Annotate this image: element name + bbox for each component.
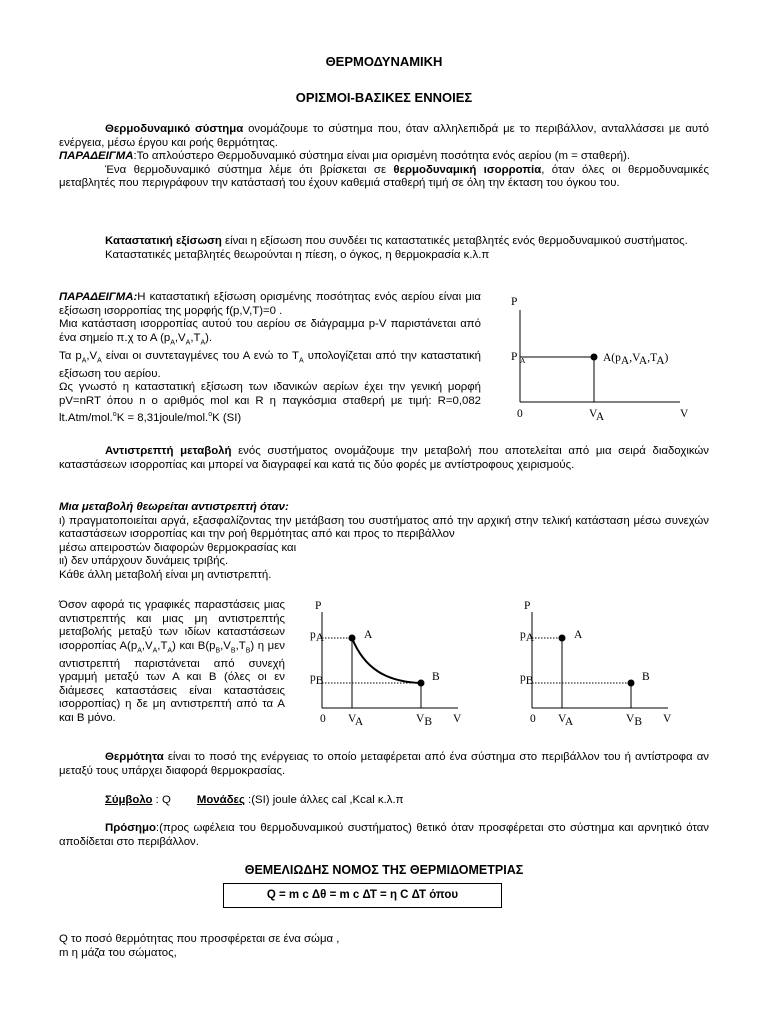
sign-label: Πρόσημο [105, 822, 156, 834]
reversible-diagram [306, 596, 476, 728]
condition-2: μέσω απειροστών διαφορών θερμοκρασίας και [59, 541, 297, 554]
state-eq-section [59, 235, 709, 262]
origin-label: 0 [530, 713, 536, 725]
units-value: :(SI) joule άλλες cal ,Kcal κ.λ.π [244, 794, 404, 806]
vb-label: VB [416, 713, 432, 728]
equilibrium-pre: Ένα θερμοδυναμικό σύστημα λέμε ότι βρίσκεται σε [105, 163, 394, 176]
def-q: Q το ποσό θερμότητας που προσφέρεται σε ένα σώμα , [59, 933, 340, 945]
point-b [418, 680, 425, 687]
point-a [559, 635, 566, 642]
p-axis-label: P [524, 600, 531, 612]
condition-4: Κάθε άλλη μεταβολή είναι μη αντιστρεπτή. [59, 568, 272, 581]
reversible-term: Αντιστρεπτή μεταβολή [105, 445, 232, 457]
system-section [59, 123, 709, 191]
pa-label: pA [520, 629, 535, 644]
condition-3: ιι) δεν υπάρχουν δυνάμεις τριβής. [59, 555, 229, 568]
state-vars: Καταστατικές μεταβλητές θεωρούνται η πίεση, ο όγκος, η θερμοκρασία κ.λ.π [105, 248, 490, 261]
p-axis-label: P [315, 600, 322, 612]
heat-def: είναι το ποσό της ενέργειας το οποίο μεταφέρεται από ένα σύστημα στο περιβάλλον του ή αντίστροφα αν μεταξύ τους υπάρχει διαφορά θερμοκρασίας. [59, 751, 709, 777]
graphs-text: Όσον αφορά τις γραφικές παραστάσεις μιας αντιστρεπτής και μιας μη αντιστρεπτής μεταβολής μεταξύ των ιδίων καταστάσεων ισορροπίας $A(p_A,V_A,T_A)$ και $B(p_B,V_B,T_B)$ η μεν αντιστρεπτή παριστάνεται από συνεχή γραμμή μεταξύ των Α και Β (όλες οι εν διάμεσες καταστάσεις είναι καταστάσεις ισορροπίας) η δε μη αντιστρεπτή από τα Α και Β μόνο. [59, 599, 285, 725]
reversible-section [59, 445, 709, 472]
state-diagram [500, 290, 710, 425]
example2-line3a: Τα p [59, 349, 82, 362]
example2-label: ΠΑΡΑΔΕΙΓΜΑ: [59, 291, 138, 303]
page-subtitle: ΟΡΙΣΜΟΙ-ΒΑΣΙΚΕΣ ΕΝΝΟΙΕΣ [295, 90, 473, 105]
state-eq-def: είναι η εξίσωση που συνδέει τις καταστατικές μεταβλητές ενός θερμοδυναμικού συστήματος. [221, 235, 688, 247]
va-label: VA [558, 713, 574, 728]
point-a [349, 635, 356, 642]
symbol-value: : Q [152, 794, 171, 806]
point-a-label: A(pA,VA,TA) [603, 352, 669, 367]
b-label: B [642, 671, 650, 683]
reversible-curve [352, 638, 421, 683]
example2-line3b: είναι οι συντεταγμένες του Α ενώ το Τ [101, 349, 299, 362]
sign-value: :(προς ωφέλεια του θερμοδυναμικού συστήματος) θετικό όταν προσφέρεται στο σύστημα και αρνητικό όταν αποδίδεται στο περιβάλλον. [59, 822, 709, 848]
pa-sub: A [520, 356, 526, 365]
a-label: A [574, 629, 583, 641]
b-label: B [432, 671, 440, 683]
def-m: m η μάζα του σώματος, [59, 946, 177, 959]
v-axis-label: V [663, 713, 672, 725]
example-label: ΠΑΡΑΔΕΙΓΜΑ [59, 150, 134, 163]
condition-1: ι) πραγματοποιείται αργά, εξασφαλίζοντας την μετάβαση του συστήματος από την αρχική στην τελική κατάσταση μέσω συνεχών καταστάσεων ισορροπίας και την ροή θερμότητας από και προς το περιβάλλον [59, 514, 709, 541]
v-axis-label: V [680, 408, 689, 420]
origin-label: 0 [517, 408, 523, 420]
system-def: ονομάζουμε το σύστημα που, όταν αλληλεπιδρά με το περιβάλλον, ανταλλάσσει με αυτό ενέργεια, μέσω έργου και ροής θερμότητας. [59, 123, 709, 149]
example2-line3c: υπολογίζεται από την καταστατική εξίσωση του αερίου. [59, 349, 481, 380]
equilibrium-post: , όταν όλες οι θερμοδυναμικές μεταβλητές που περιγράφουν την κατάστασή του έχουν καθεμιά σταθερή τιμή σε όλη την έκταση του όγκου του. [59, 163, 709, 190]
heat-section [59, 751, 709, 778]
definitions [59, 933, 659, 960]
example2-line4-end: K = 8,31joule/mol. [116, 412, 209, 425]
formula-box: Q = m c Δθ = m c ΔΤ = η C ΔΤ όπου [223, 883, 502, 908]
conditions-section [59, 501, 709, 583]
law-title: ΘΕΜΕΛΙΩΔΗΣ ΝΟΜΟΣ ΤΗΣ ΘΕΡΜΙΔΟΜΕΤΡΙΑΣ [244, 863, 524, 877]
pa-label: P [511, 351, 518, 363]
point-a [591, 354, 598, 361]
pa-label: pA [310, 629, 325, 644]
origin-label: 0 [320, 713, 326, 725]
units-label: Μονάδες [196, 794, 245, 806]
conditions-title: Μια μεταβολή θεωρείται αντιστρεπτή όταν: [59, 501, 289, 513]
point-b [628, 680, 635, 687]
example2-line1: Η καταστατική εξίσωση ορισμένης ποσότητας ενός αερίου είναι μια εξίσωση ισορροπίας της μορφής f(p,V,T)=0 . [59, 291, 481, 317]
pb-label: pB [310, 672, 324, 687]
state-eq-term: Καταστατική εξίσωση [105, 235, 222, 247]
example2-line2: Μια κατάσταση ισορροπίας αυτού του αερίου σε διάγραμμα p-V παριστάνεται από ένα σημείο π.χ το Α (p [59, 318, 481, 344]
page-title: ΘΕΡΜΟΔΥΝΑΜΙΚΗ [325, 54, 443, 69]
a-label: A [364, 629, 373, 641]
vb-label: VB [626, 713, 642, 728]
example2-line4: Ως γνωστό η καταστατική εξίσωση των ιδανικών αερίων έχει την γενική μορφή pV=nRT όπου n ο αριθμός mol και R η παγκόσμια σταθερή με τιμή: R=0,082 lt.Atm/mol. [59, 381, 481, 425]
v-axis-label: V [453, 713, 462, 725]
example2-section: ΠΑΡΑΔΕΙΓΜΑ:Η καταστατική εξίσωση ορισμένης ποσότητας ενός αερίου είναι μια εξίσωση ισορροπίας της μορφής f(p,V,T)=0 . Μια κατάσταση ισορροπίας αυτού του αερίου σε διάγραμμα p-V παριστάνεται από ένα σημείο π.χ το Α $(p_A,V_A,T_A)$. Τα $p_A,V_A$ είναι οι συντεταγμένες του Α ενώ το $T_A$ υπολογίζεται από την καταστατική εξίσωση του αερίου. Ως γνωστό η καταστατική εξίσωση των ιδανικών αερίων έχει την γενική μορφή pV=nRT όπου n ο αριθμός mol και R η παγκόσμια σταθερή με τιμή: R=0,082 lt.Atm/mol.$^o$K = 8,31joule/mol.$^o$K (SI) [59, 291, 481, 425]
sign-section [59, 822, 709, 849]
va-label: VA [348, 713, 364, 728]
symbol-units [59, 794, 709, 808]
pb-label: pB [520, 672, 534, 687]
p-axis-label: P [511, 296, 518, 308]
irreversible-diagram [516, 596, 686, 728]
example-text: :Το απλούστερο Θερμοδυναμικό σύστημα είναι μια ορισμένη ποσότητα ενός αερίου (m = σταθερή). [133, 150, 631, 163]
symbol-label: Σύμβολο [105, 794, 153, 806]
example2-line4-tail: K (SI) [212, 412, 242, 425]
system-term: Θερμοδυναμικό σύστημα [105, 123, 244, 135]
va-label: VA [589, 408, 605, 423]
heat-term: Θερμότητα [105, 751, 164, 763]
equilibrium-term: θερμοδυναμική ισορροπία [393, 163, 542, 176]
reversible-def: ενός συστήματος ονομάζουμε την μεταβολή που αποτελείται από μια σειρά διαδοχικών καταστάσεων ισορροπίας και μπορεί να διαγραφεί και κατά τις δύο φορές με αντίστροφους χειρισμούς. [59, 445, 709, 471]
